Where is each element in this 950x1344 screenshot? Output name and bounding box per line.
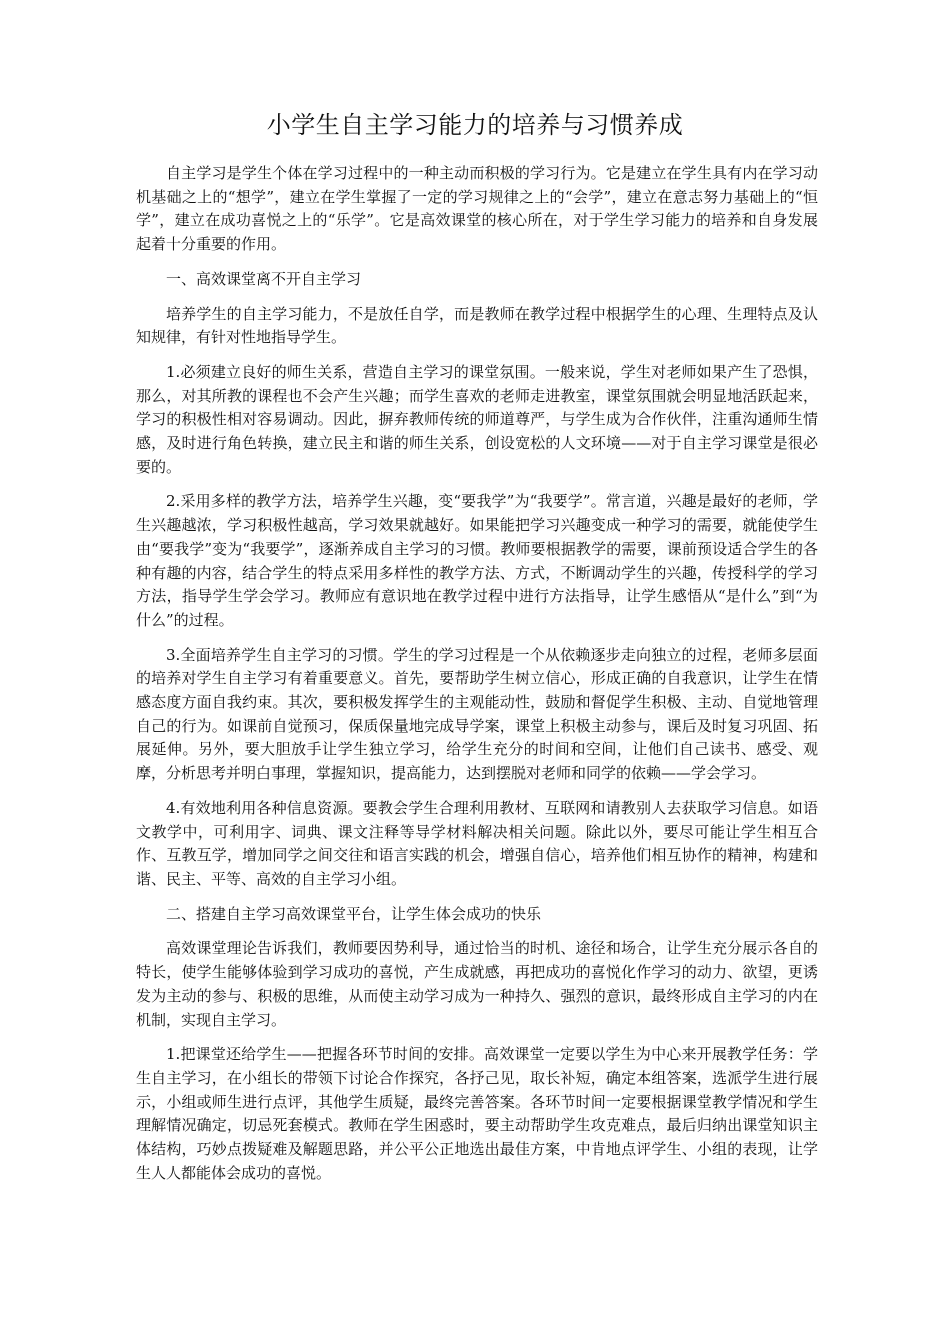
document-body: [136, 162, 818, 1196]
document-title: 小学生自主学习能力的培养与习惯养成: [266, 111, 684, 139]
body-paragraph: 高效课堂理论告诉我们，教师要因势利导，通过恰当的时机、途径和场合，让学生充分展示各自的特长，使学生能够体验到学习成功的喜悦，产生成就感，再把成功的喜悦化作学习的动力、欲望，更诱发为主动的参与、积极的思维，从而使主动学习成为一种持久、强烈的意识，最终形成自主学习的内在机制，实现自主学习。: [136, 939, 818, 1029]
section-heading-2: 二、搭建自主学习高效课堂平台，让学生体会成功的快乐: [166, 904, 542, 923]
body-paragraph: 1.把课堂还给学生——把握各环节时间的安排。高效课堂一定要以学生为中心来开展教学任务：学生自主学习，在小组长的带领下讨论合作探究，各抒己见，取长补短，确定本组答案，选派学生进行展示，小组或师生进行点评，其他学生质疑，最终完善答案。各环节时间一定要根据课堂教学情况和学生理解情况确定，切忌死套模式。教师在学生困惑时，要主动帮助学生攻克难点，最后归纳出课堂知识主体结构，巧妙点拨疑难及解题思路，并公平公正地选出最佳方案，中肯地点评学生、小组的表现，让学生人人都能体会成功的喜悦。: [136, 1045, 818, 1182]
body-paragraph: 2.采用多样的教学方法，培养学生兴趣，变“要我学”为“我要学”。常言道，兴趣是最好的老师，学生兴趣越浓，学习积极性越高，学习效果就越好。如果能把学习兴趣变成一种学习的需要，就能使学生由“要我学”变为“我要学”，逐渐养成自主学习的习惯。教师要根据教学的需要，课前预设适合学生的各种有趣的内容，结合学生的特点采用多样性的教学方法、方式，不断调动学生的兴趣，传授科学的学习方法，指导学生学会学习。教师应有意识地在教学过程中进行方法指导，让学生感悟从“是什么”到“为什么”的过程。: [136, 492, 818, 629]
body-paragraph: 培养学生的自主学习能力，不是放任自学，而是教师在教学过程中根据学生的心理、生理特点及认知规律，有针对性地指导学生。: [136, 304, 818, 347]
section-heading-1: 一、高效课堂离不开自主学习: [166, 269, 362, 288]
body-paragraph: 1.必须建立良好的师生关系，营造自主学习的课堂氛围。一般来说，学生对老师如果产生了恐惧，那么，对其所教的课程也不会产生兴趣；而学生喜欢的老师走进教室，课堂氛围就会明显地活跃起来，学习的积极性相对容易调动。因此，摒弃教师传统的师道尊严，与学生成为合作伙伴，注重沟通师生情感，及时进行角色转换，建立民主和谐的师生关系，创设宽松的人文环境——对于自主学习课堂是很必要的。: [136, 362, 818, 476]
body-paragraph: 3.全面培养学生自主学习的习惯。学生的学习过程是一个从依赖逐步走向独立的过程，老师多层面的培养对学生自主学习有着重要意义。首先，要帮助学生树立信心，形成正确的自我意识，让学生在情感态度方面自我约束。其次，要积极发挥学生的主观能动性，鼓励和督促学生积极、主动、自觉地管理自己的行为。如课前自觉预习，保质保量地完成导学案，课堂上积极主动参与，课后及时复习巩固、拓展延伸。另外，要大胆放手让学生独立学习，给学生充分的时间和空间，让他们自己读书、感受、观摩，分析思考并明白事理，掌握知识，提高能力，达到摆脱对老师和同学的依赖——学会学习。: [136, 645, 818, 783]
body-paragraph: 4.有效地利用各种信息资源。要教会学生合理利用教材、互联网和请教别人去获取学习信息。如语文教学中，可利用字、词典、课文注释等导学材料解决相关问题。除此以外，要尽可能让学生相互合作、互教互学，增加同学之间交往和语言实践的机会，增强自信心，培养他们相互协作的精神，构建和谐、民主、平等、高效的自主学习小组。: [136, 798, 818, 888]
intro-paragraph: 自主学习是学生个体在学习过程中的一种主动而积极的学习行为。它是建立在学生具有内在学习动机基础之上的“想学”，建立在学生掌握了一定的学习规律之上的“会学”，建立在意志努力基础上的“恒学”，建立在成功喜悦之上的“乐学”。它是高效课堂的核心所在，对于学生学习能力的培养和自身发展起着十分重要的作用。: [136, 164, 818, 254]
